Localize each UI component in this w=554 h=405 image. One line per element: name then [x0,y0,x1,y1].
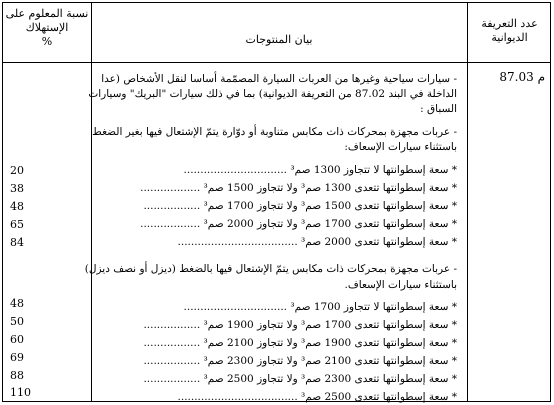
description-line: * سعة إسطوانتها تتعدى 1500 صم³ ولا تتجاوز 1700 صم³ ................. [143,200,457,212]
rate-value: 88 [10,369,24,382]
description-line: - سيارات سياحية وغيرها من العربات السيارة المصمّمة أساسا لنقل الأشخاص (عدا [101,73,457,85]
header-code-line2: الديوانية [491,31,528,44]
header-rate-line1: نسبة المعلوم على [5,7,89,20]
rate-value: 48 [10,200,24,213]
description-line: * سعة إسطوانتها تتعدى 1700 صم³ ولا تتجاوز 2000 صم³ .................. [140,218,457,230]
rate-value: 65 [10,218,24,231]
rate-value: 60 [10,333,24,346]
description-line: - عربات مجهزة بمحركات ذات مكابس يتمّ الإشتعال فيها بالضغط (ديزل أو نصف ديزل) [84,263,457,275]
description-line: * سعة إسطوانتها تتعدى 2300 صم³ ولا تتجاوز 2500 صم³ ................. [143,373,457,385]
description-line: * سعة إسطوانتها تتعدى 2000 صم³ .................................... [177,236,457,248]
header-code [467,17,552,45]
description-line: * سعة إسطوانتها لا تتجاوز 1300 صم³ ............................... [183,164,457,176]
header-rate-line3: % [41,35,53,48]
rate-value: 38 [10,182,24,195]
description-line: * سعة إسطوانتها تتعدى 1300 صم³ ولا تتجاوز 1500 صم³ .................. [140,182,457,194]
tariff-code: م 87.03 [499,70,545,84]
rate-value: 50 [10,315,24,328]
description-line: السباق : [420,103,457,115]
description-line: * سعة إسطوانتها تتعدى 2100 صم³ ولا تتجاوز 2300 صم³ ................. [143,355,457,367]
description-line: * سعة إسطوانتها تتعدى 1900 صم³ ولا تتجاوز 2100 صم³ ................. [143,337,457,349]
header-rate-line2: الإستهلاك [25,21,69,34]
rate-value: 84 [10,236,24,249]
rate-value: 69 [10,351,24,364]
header-code-line1: عدد التعريفة [481,17,538,30]
rate-value: 20 [10,164,24,177]
rate-value: 110 [10,386,31,399]
description-line: باستثناء سيارات الإسعاف: [344,141,457,153]
description-line: * سعة إسطوانتها تتعدى 1700 صم³ ولا تتجاوز 1900 صم³ ................. [143,319,457,331]
rate-value: 48 [10,297,24,310]
description-line: باستثناء سيارات الإسعاف. [344,279,457,291]
header-description: بيان المنتوجات [245,33,313,46]
description-line: - عربات مجهزة بمحركات ذات مكابس متناوبة أو دوّارة يتمّ الإشتعال فيها بغير الضغط [92,126,457,138]
description-line: * سعة إسطوانتها تتعدى 2500 صم³ .................................... [177,391,457,403]
description-line: * سعة إسطوانتها لا تتجاوز 1700 صم³ ............................... [183,301,457,313]
description-line: الداخلة في البند 87.02 من التعريفة الديوانية) بما في ذلك سيارات "البريك" وسيارات [88,88,457,100]
header-divider [3,62,550,63]
header-rate [3,7,91,49]
